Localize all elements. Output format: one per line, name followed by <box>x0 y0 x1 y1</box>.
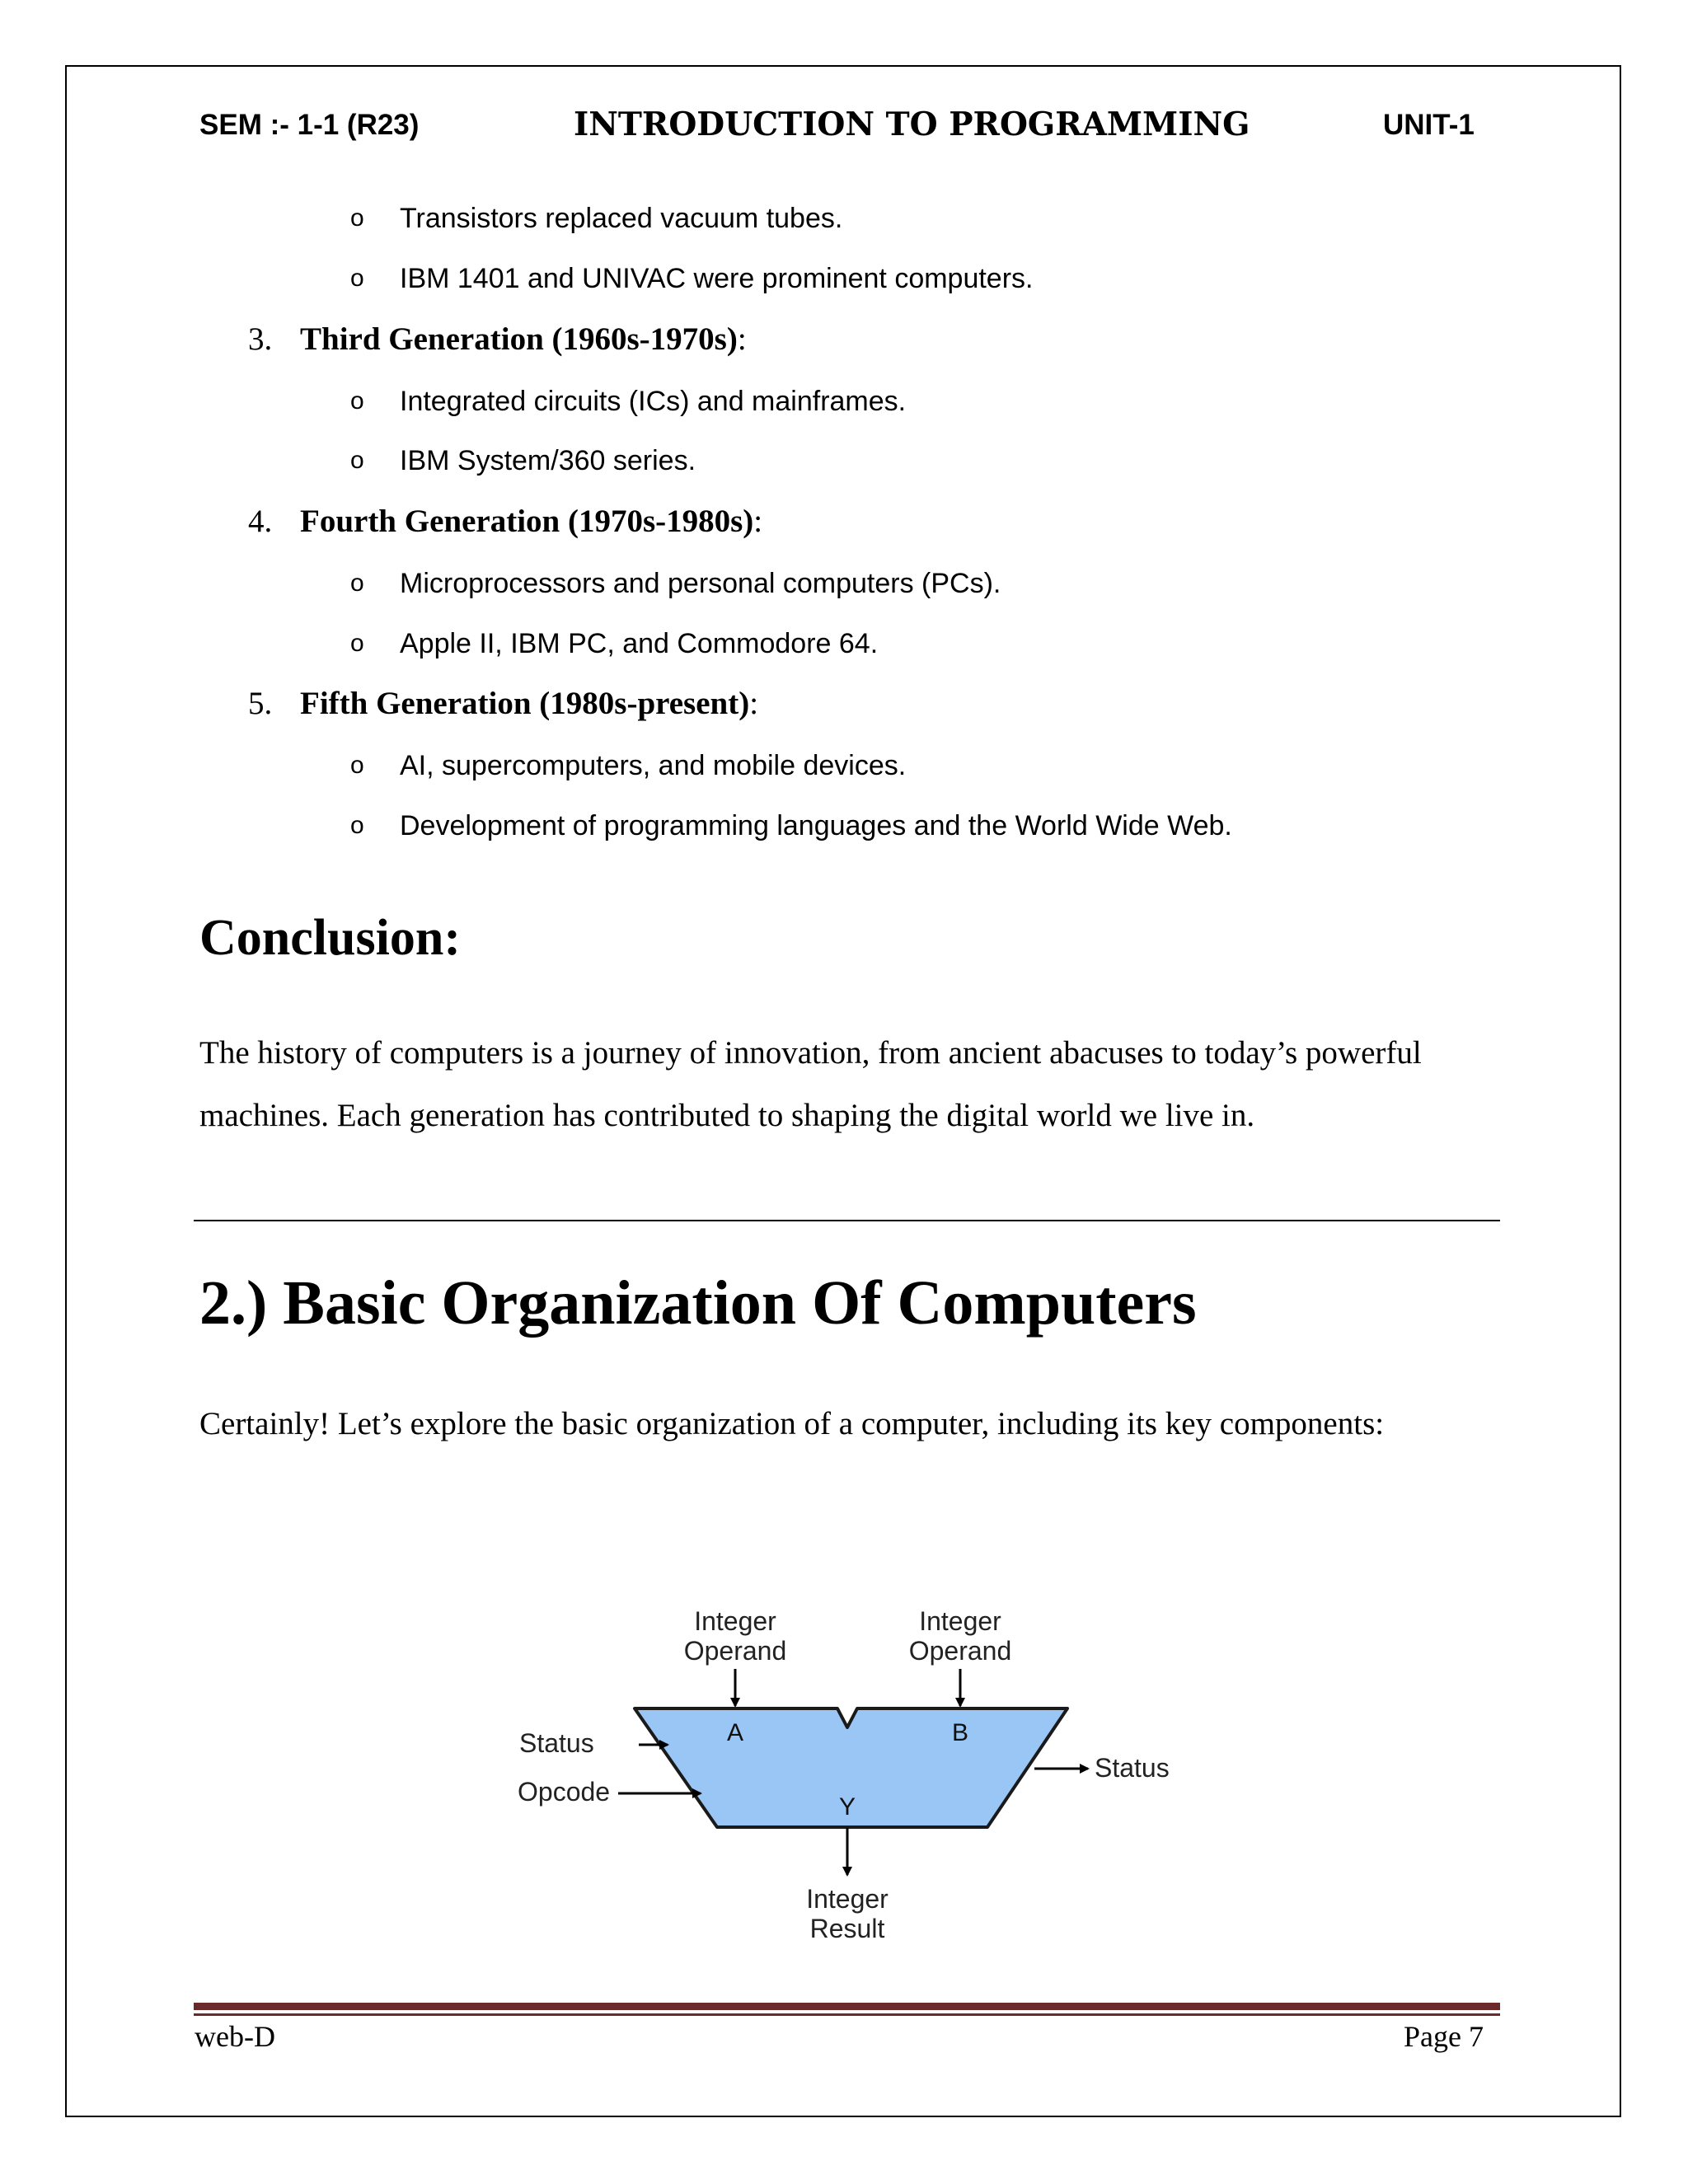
result-label: Result <box>809 1914 885 1943</box>
footer-divider <box>194 2013 1500 2016</box>
bullet-mark: o <box>350 630 364 657</box>
header-semester: SEM :- 1-1 (R23) <box>199 109 420 141</box>
conclusion-paragraph: The history of computers is a journey of innovation, from ancient abacuses to today’s powerful machines. Each generation has contributed to shaping the digital world we live in. <box>199 1035 1422 1133</box>
bullet-mark: o <box>350 812 364 839</box>
generation-title: Fourth Generation (1970s-1980s) <box>300 504 754 539</box>
status-out-label: Status <box>1095 1753 1170 1783</box>
operand-b-label: Operand <box>908 1636 1012 1666</box>
opcode-label: Opcode <box>518 1777 611 1807</box>
bullet-mark: o <box>350 447 364 474</box>
operand-a-label: Operand <box>683 1636 787 1666</box>
operand-b-label: Integer <box>919 1606 1001 1636</box>
generation-title: Third Generation (1960s-1970s) <box>300 321 738 357</box>
input-a-label: A <box>726 1719 744 1746</box>
input-b-label: B <box>951 1719 969 1746</box>
section-divider <box>194 1220 1500 1221</box>
section-heading: 2.) Basic Organization Of Computers <box>199 1268 1197 1338</box>
header-title: INTRODUCTION TO PROGRAMMING <box>574 105 1250 143</box>
header-unit: UNIT-1 <box>1383 109 1475 141</box>
footer-divider <box>194 2003 1500 2010</box>
conclusion-heading: Conclusion: <box>199 910 461 966</box>
result-label: Integer <box>806 1884 889 1914</box>
bullet-mark: o <box>350 204 364 232</box>
bullet-mark: o <box>350 387 364 415</box>
bullet-mark: o <box>350 569 364 597</box>
page-number: Page 7 <box>1404 2020 1484 2053</box>
output-y-label: Y <box>838 1793 856 1821</box>
status-in-label: Status <box>519 1728 594 1758</box>
alu-diagram <box>511 1591 1170 1961</box>
operand-a-label: Integer <box>694 1606 776 1636</box>
bullet-mark: o <box>350 752 364 779</box>
section-intro: Certainly! Let’s explore the basic organization of a computer, including its key components: <box>199 1406 1385 1441</box>
bullet-mark: o <box>350 265 364 292</box>
footer-left: web-D <box>195 2020 275 2053</box>
generation-title: Fifth Generation (1980s-present) <box>300 686 750 721</box>
